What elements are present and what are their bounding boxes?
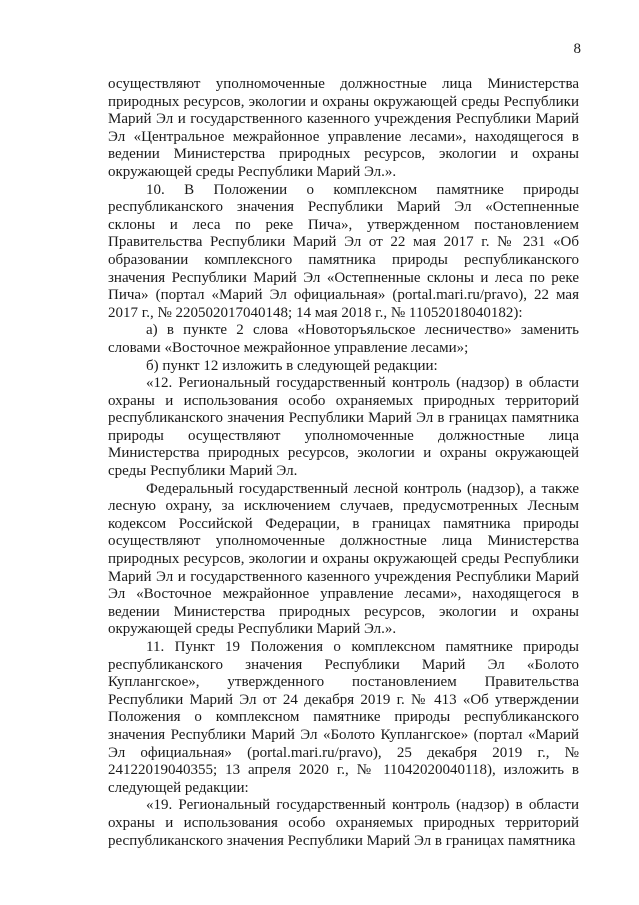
page-number: 8 [573, 41, 581, 57]
paragraph-item-10: 10. В Положении о комплексном памятнике природы республиканского значения Республики Марий Эл «Остепненные склоны и леса по реке Пича», утвержденном постановлением Правительства Республики Марий Эл от 22 мая 2017 г. № 231 «Об образовании комплексного памятника природы республиканского значения Республики Марий Эл «Остепненные склоны и леса по реке Пича» (портал «Марий Эл официальная» (portal.mari.ru/pravo), 22 мая 2017 г., № 220502017040148; 14 мая 2018 г., № 11052018040182): [108, 181, 579, 321]
paragraph-subitem-a: а) в пункте 2 слова «Новоторъяльское лесничество» заменить словами «Восточное межрайонное управление лесами»; [108, 322, 579, 356]
paragraph-continuation: осуществляют уполномоченные должностные лица Министерства природных ресурсов, экологии и охраны окружающей среды Республики Марий Эл и государственного казенного учреждения Республики Марий Эл «Центральное межрайонное управление лесами», находящегося в ведении Министерства природных ресурсов, экологии и охраны окружающей среды Республики Марий Эл.». [108, 76, 579, 180]
document-body [108, 76, 579, 850]
paragraph-quoted-point-12: «12. Региональный государственный контроль (надзор) в области охраны и использования особо охраняемых природных территорий республиканского значения Республики Марий Эл в границах памятника природы осуществляют уполномоченные должностные лица Министерства природных ресурсов, экологии и охраны окружающей среды Республики Марий Эл. [108, 375, 579, 480]
paragraph-quoted-point-19: «19. Региональный государственный контроль (надзор) в области охраны и использования особо охраняемых природных территорий республиканского значения Республики Марий Эл в границах памятника [108, 797, 579, 849]
paragraph-federal-control: Федеральный государственный лесной контроль (надзор), а также лесную охрану, за исключением случаев, предусмотренных Лесным кодексом Российской Федерации, в границах памятника природы осуществляют уполномоченные должностные лица Министерства природных ресурсов, экологии и охраны окружающей среды Республики Марий Эл и государственного казенного учреждения Республики Марий Эл «Восточное межрайонное управление лесами», находящегося в ведении Министерства природных ресурсов, экологии и охраны окружающей среды Республики Марий Эл.». [108, 480, 579, 638]
paragraph-subitem-b: б) пункт 12 изложить в следующей редакции: [146, 357, 438, 374]
paragraph-item-11: 11. Пункт 19 Положения о комплексном памятнике природы республиканского значения Республики Марий Эл «Болото Куплангское», утвержденного постановлением Правительства Республики Марий Эл от 24 декабря 2019 г. № 413 «Об утверждении Положения о комплексном памятнике природы республиканского значения Республики Марий Эл «Болото Куплангское» (портал «Марий Эл официальная» (portal.mari.ru/pravo), 25 декабря 2019 г., № 24122019040355; 13 апреля 2020 г., № 11042020040118), изложить в следующей редакции: [108, 639, 579, 796]
